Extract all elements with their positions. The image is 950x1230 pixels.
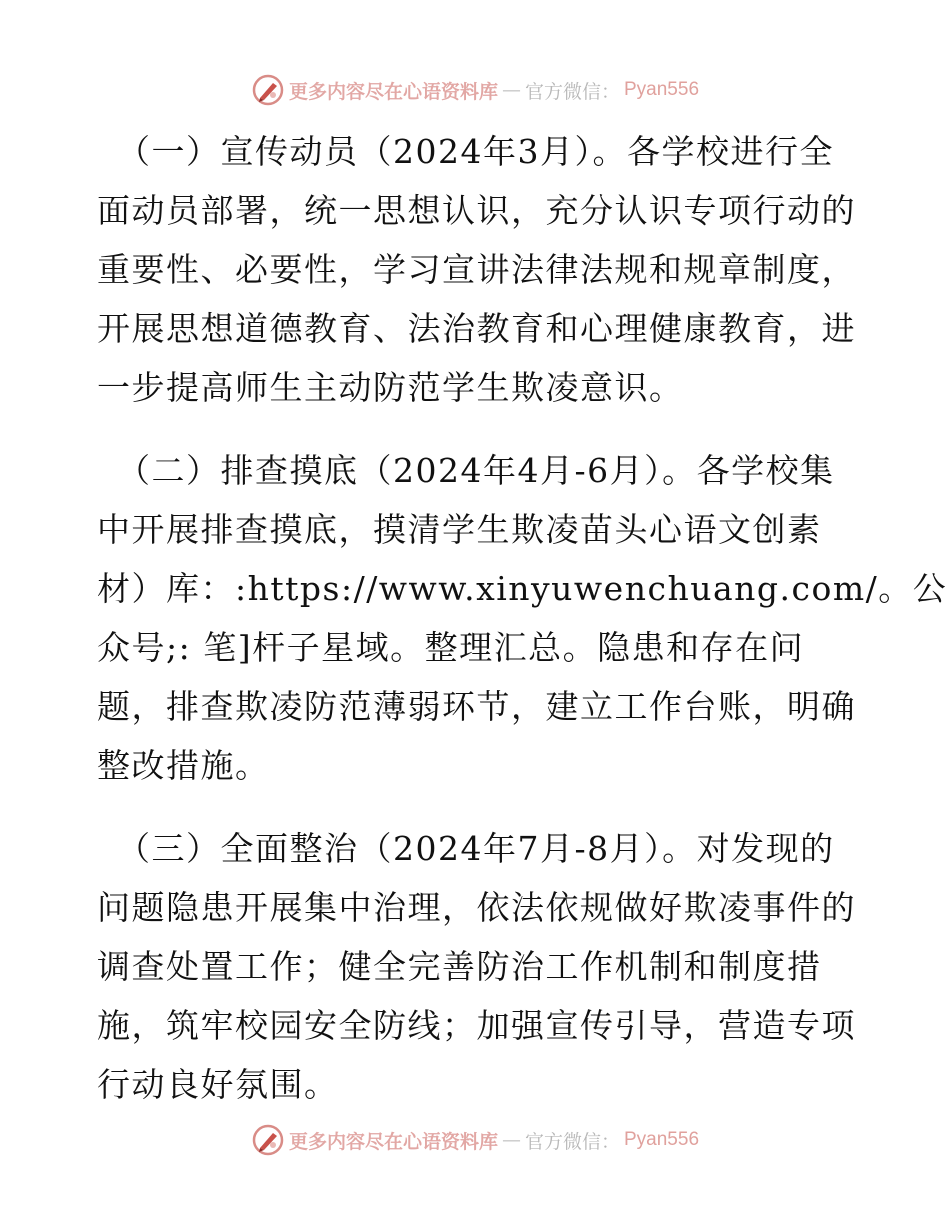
watermark-text: 更多内容尽在心语资料库	[288, 1130, 498, 1153]
text-line: 调查处置工作；健全完善防治工作机制和制度措	[97, 947, 822, 986]
paragraph-investigation	[97, 441, 948, 795]
text-line: 行动良好氛围。	[97, 1065, 339, 1104]
watermark-dash: —	[501, 79, 521, 101]
text-line: 材）库：:https://www.xinyuwenchuang.com/。公	[97, 569, 948, 608]
text-line: 开展思想道德教育、法治教育和心理健康教育，进	[97, 309, 856, 348]
text-line: 整改措施。	[97, 746, 270, 785]
text-line: 中开展排查摸底，摸清学生欺凌苗头心语文创素	[97, 510, 822, 549]
text-line: 一步提高师生主动防范学生欺凌意识。	[97, 368, 684, 407]
text-line: （一）宣传动员（2024年3月）。各学校进行全	[117, 132, 834, 171]
text-line: 众号;: 笔]杆子星域。整理汇总。隐患和存在问	[97, 628, 805, 667]
footer-watermark	[0, 1120, 950, 1160]
watermark-label: 官方微信：	[524, 1130, 620, 1153]
text-line: （三）全面整治（2024年7月-8月）。对发现的	[117, 829, 835, 868]
text-line: 施，筑牢校园安全防线；加强宣传引导，营造专项	[97, 1006, 856, 1045]
document-body	[97, 122, 948, 1138]
text-line: 问题隐患开展集中治理，依法依规做好欺凌事件的	[97, 888, 856, 927]
watermark-id: Pyan556	[624, 1129, 700, 1150]
text-line: 重要性、必要性，学习宣讲法律法规和规章制度，	[97, 250, 856, 289]
watermark-dash: —	[501, 1129, 521, 1151]
paragraph-publicity	[97, 122, 857, 417]
watermark-label: 官方微信：	[524, 80, 620, 103]
text-line: 面动员部署，统一思想认识，充分认识专项行动的	[97, 191, 856, 230]
text-line: （二）排查摸底（2024年4月-6月）。各学校集	[117, 451, 835, 490]
paragraph-rectification	[97, 819, 857, 1114]
pen-logo-icon	[251, 1123, 285, 1157]
pen-logo-icon	[251, 73, 285, 107]
watermark-text: 更多内容尽在心语资料库	[288, 80, 498, 103]
header-watermark	[0, 70, 950, 110]
watermark-id: Pyan556	[624, 79, 700, 100]
text-line: 题，排查欺凌防范薄弱环节，建立工作台账，明确	[97, 687, 856, 726]
